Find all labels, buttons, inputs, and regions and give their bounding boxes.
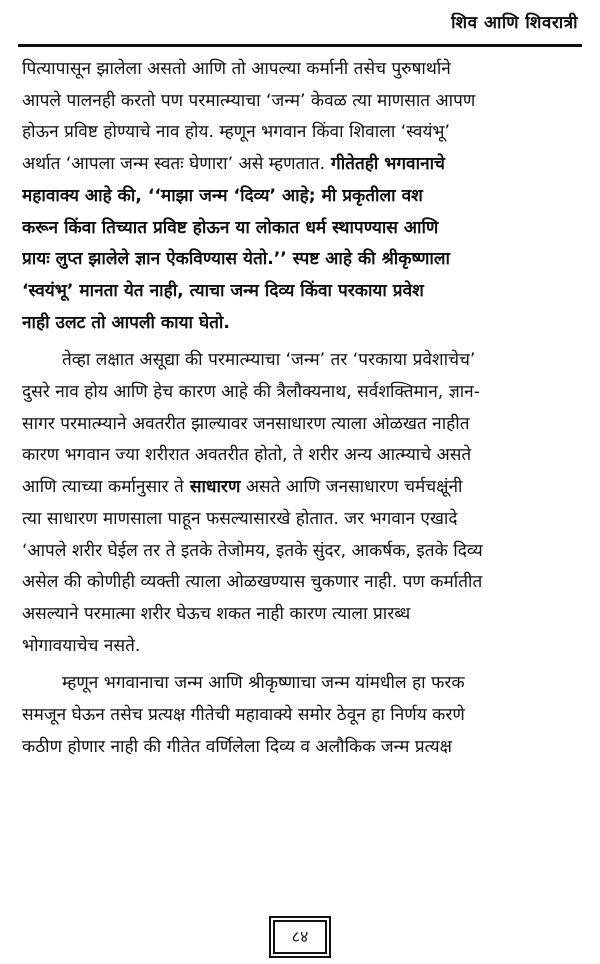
text-line: प्रायः लुप्त झालेले ज्ञान ऐकविण्यास येतो.’’ स्पष्ट आहे की श्रीकृष्णाला bbox=[22, 249, 450, 270]
running-header-title: शिव आणि शिवरात्री bbox=[451, 13, 578, 33]
text-line: असेल की कोणीही व्यक्ती त्याला ओळखण्यास चुकणार नाही. पण कर्मातीत bbox=[22, 572, 483, 593]
text-line: ‘आपले शरीर घेईल तर ते इतके तेजोमय, इतके सुंदर, आकर्षक, इतके दिव्य bbox=[22, 540, 483, 561]
text-line: आणि त्याच्या कर्मानुसार ते साधारण असते आणि जनसाधारण चर्मचक्षूंनी bbox=[22, 477, 463, 498]
paragraph-3 bbox=[22, 668, 582, 763]
text-line: सागर परमात्म्याने अवतरीत झाल्यावर जनसाधारण त्याला ओळखत नाहीत bbox=[22, 413, 470, 434]
text-line: असल्याने परमात्मा शरीर घेऊच शकत नाही कारण त्याला प्रारब्ध bbox=[22, 603, 411, 624]
paragraph-2 bbox=[22, 345, 582, 662]
bold-phrase: स्पष्ट आहे की श्रीकृष्णाला bbox=[286, 249, 450, 270]
text-line: ‘स्वयंभू’ मानता येत नाही, त्याचा जन्म दिव्य किंवा परकाया प्रवेश bbox=[22, 280, 424, 301]
text-line: भोगावयाचेच नसते. bbox=[22, 635, 141, 656]
text-line: महावाक्य आहे की, ‘‘माझा जन्म ‘दिव्य’ आहे; मी प्रकृतीला वश bbox=[22, 185, 423, 206]
bold-phrase: साधारण bbox=[183, 477, 241, 498]
text-line: करून किंवा तिच्यात प्रविष्ट होऊन या लोकात धर्म स्थापण्यास आणि bbox=[22, 217, 439, 238]
text-line: होऊन प्रविष्ट होण्याचे नाव होय. म्हणून भगवान किंवा शिवाला ‘स्वयंभू’ bbox=[22, 122, 450, 143]
body-text bbox=[22, 54, 582, 763]
text-line: पित्यापासून झालेला असतो आणि तो आपल्या कर्मानी तसेच पुरुषार्थाने bbox=[22, 59, 451, 79]
text-line: नाही उलट तो आपली काया घेतो. bbox=[22, 312, 230, 333]
paragraph-1 bbox=[22, 54, 582, 339]
page-number: ८४ bbox=[273, 920, 327, 954]
header-rule bbox=[18, 44, 582, 47]
text-line: समजून घेऊन तसेच प्रत्यक्ष गीतेची महावाक्ये समोर ठेवून हा निर्णय करणे bbox=[22, 705, 465, 726]
text-line: तेव्हा लक्षात असूद्या की परमात्म्याचा ‘जन्म’ तर ‘परकाया प्रवेशाचेच’ bbox=[62, 350, 476, 371]
text-line: कारण भगवान ज्या शरीरात अवतरीत होतो, ते शरीर अन्य आत्म्याचे असते bbox=[22, 445, 472, 466]
text-line: अर्थात ‘आपला जन्म स्वतः घेणारा’ असे म्हणतात. गीतेतही भगवानाचे bbox=[22, 154, 445, 175]
text-line: त्या साधारण माणसाला पाहून फसल्यासारखे होतात. जर भगवान एखादे bbox=[22, 508, 458, 529]
bold-phrase: गीतेतही भगवानाचे bbox=[325, 154, 445, 175]
text-line: दुसरे नाव होय आणि हेच कारण आहे की त्रैलौक्यनाथ, सर्वशक्तिमान, ज्ञान- bbox=[22, 382, 480, 403]
text-line: कठीण होणार नाही की गीतेत वर्णिलेला दिव्य व अलौकिक जन्म प्रत्यक्ष bbox=[22, 736, 452, 757]
text-line: आपले पालनही करतो पण परमात्म्याचा ‘जन्म’ केवळ त्या माणसात आपण bbox=[22, 90, 476, 111]
text-line: म्हणून भगवानाचा जन्म आणि श्रीकृष्णाचा जन्म यांमधील हा फरक bbox=[62, 673, 465, 694]
